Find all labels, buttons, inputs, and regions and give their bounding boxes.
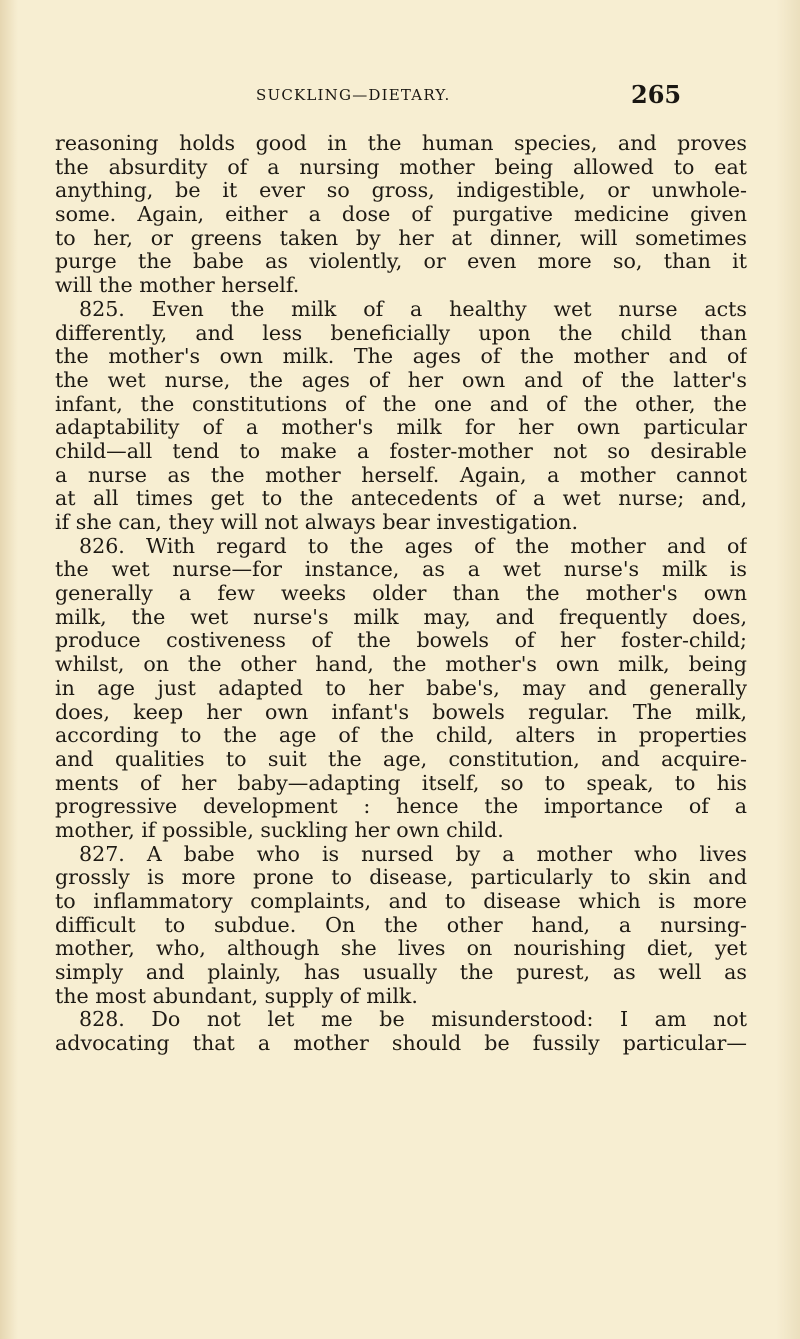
text-line: progressive development : hence the importance of a (55, 795, 747, 819)
text-line: at all times get to the antecedents of a wet nurse; and, (55, 487, 747, 511)
page-edge-shading (776, 0, 800, 1339)
text-line: milk, the wet nurse's milk may, and frequently does, (55, 605, 747, 629)
text-line: mother, if possible, suckling her own child. (55, 818, 504, 842)
text-line: does, keep her own infant's bowels regular. The milk, (55, 700, 747, 724)
text-line: some. Again, either a dose of purgative medicine given (55, 203, 747, 227)
text-line: generally a few weeks older than the mother's own (55, 582, 747, 606)
text-line: anything, be it ever so gross, indigestible, or unwhole- (55, 179, 747, 203)
text-line: infant, the constitutions of the one and of the other, the (55, 392, 747, 416)
text-line: the mother's own milk. The ages of the mother and of (55, 345, 747, 369)
text-line: to her, or greens taken by her at dinner, will sometimes (55, 226, 747, 250)
text-line: differently, and less beneficially upon the child than (55, 321, 747, 345)
text-line: 825. Even the milk of a healthy wet nurse acts (79, 297, 747, 321)
text-line: grossly is more prone to disease, particularly to skin and (55, 866, 747, 890)
text-line: the wet nurse—for instance, as a wet nurse's milk is (55, 558, 747, 582)
text-line: if she can, they will not always bear investigation. (55, 511, 578, 534)
text-line: to inflammatory complaints, and to disease which is more (55, 890, 747, 913)
text-line: the absurdity of a nursing mother being allowed to eat (55, 155, 747, 179)
text-line: difficult to subdue. On the other hand, a nursing- (55, 913, 747, 937)
text-line: produce costiveness of the bowels of her foster-child; (55, 629, 747, 653)
text-line: advocating that a mother should be fussily particular— (55, 1032, 747, 1056)
text-line: a nurse as the mother herself. Again, a mother cannot (55, 463, 747, 487)
text-line: mother, who, although she lives on nourishing diet, yet (55, 937, 747, 961)
text-line: 827. A babe who is nursed by a mother who lives (79, 842, 747, 866)
text-line: according to the age of the child, alters in properties (55, 724, 747, 748)
text-line: the most abundant, supply of milk. (55, 984, 418, 1008)
text-line: child—all tend to make a foster-mother not so desirable (55, 439, 747, 463)
running-head (0, 80, 800, 109)
text-line: in age just adapted to her babe's, may and generally (55, 676, 747, 700)
text-line: will the mother herself. (55, 274, 300, 298)
text-line: whilst, on the other hand, the mother's own milk, being (55, 653, 747, 677)
text-line: 828. Do not let me be misunderstood: I am not (79, 1008, 747, 1032)
text-line: purge the babe as violently, or even more so, than it (55, 250, 747, 274)
running-head-title: SUCKLING—DIETARY. (256, 86, 451, 104)
text-line: reasoning holds good in the human species, and proves (55, 132, 747, 155)
text-line: and qualities to suit the age, constitution, and acquire- (55, 747, 747, 771)
text-line: adaptability of a mother's milk for her own particular (55, 416, 747, 440)
text-line: the wet nurse, the ages of her own and of the latter's (55, 368, 747, 392)
text-line: simply and plainly, has usually the purest, as well as (55, 961, 747, 985)
text-line: 826. With regard to the ages of the mother and of (79, 534, 747, 558)
body-text (55, 132, 747, 1056)
page-number: 265 (631, 80, 682, 109)
text-line: ments of her baby—adapting itself, so to speak, to his (55, 771, 747, 795)
